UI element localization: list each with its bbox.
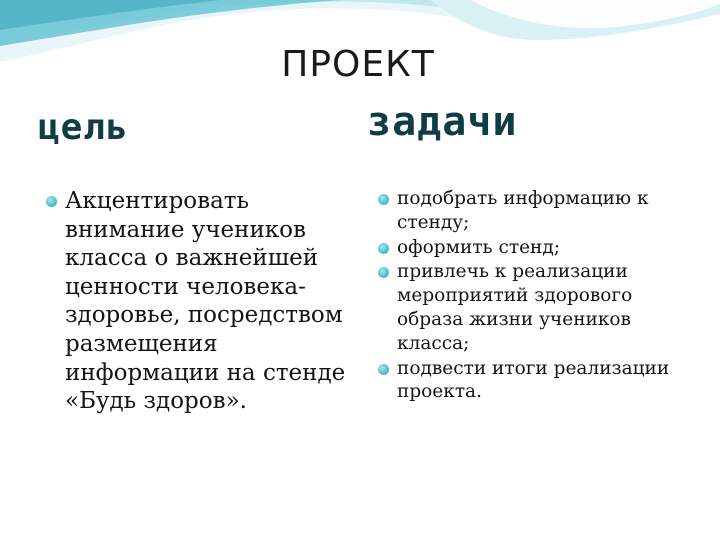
bullet-icon [378, 194, 389, 205]
goal-item-text: Акцентировать внимание учеников класса о важнейшей ценности человека- здоровье, посредством размещения информации на стенде «Будь здоров». [65, 188, 346, 415]
task-item [378, 357, 678, 405]
bullet-icon [378, 364, 389, 375]
task-item-text: подобрать информацию к стенду; [397, 188, 649, 233]
bullet-icon [46, 196, 57, 207]
bullet-icon [378, 267, 389, 278]
slide-title: ПРОЕКТ [281, 44, 435, 85]
task-item [378, 260, 678, 355]
task-item [378, 187, 678, 235]
goal-item [46, 187, 356, 416]
task-item-text: оформить стенд; [397, 236, 561, 258]
task-item [378, 236, 678, 260]
task-item-text: подвести итоги реализации проекта. [397, 357, 670, 403]
tasks-list [378, 187, 678, 405]
goal-heading: цель [38, 107, 129, 148]
tasks-heading: задачи [367, 99, 518, 145]
goal-list [46, 187, 356, 417]
task-item-text: привлечь к реализации мероприятий здорового образа жизни учеников класса; [397, 261, 633, 354]
bullet-icon [378, 243, 389, 254]
